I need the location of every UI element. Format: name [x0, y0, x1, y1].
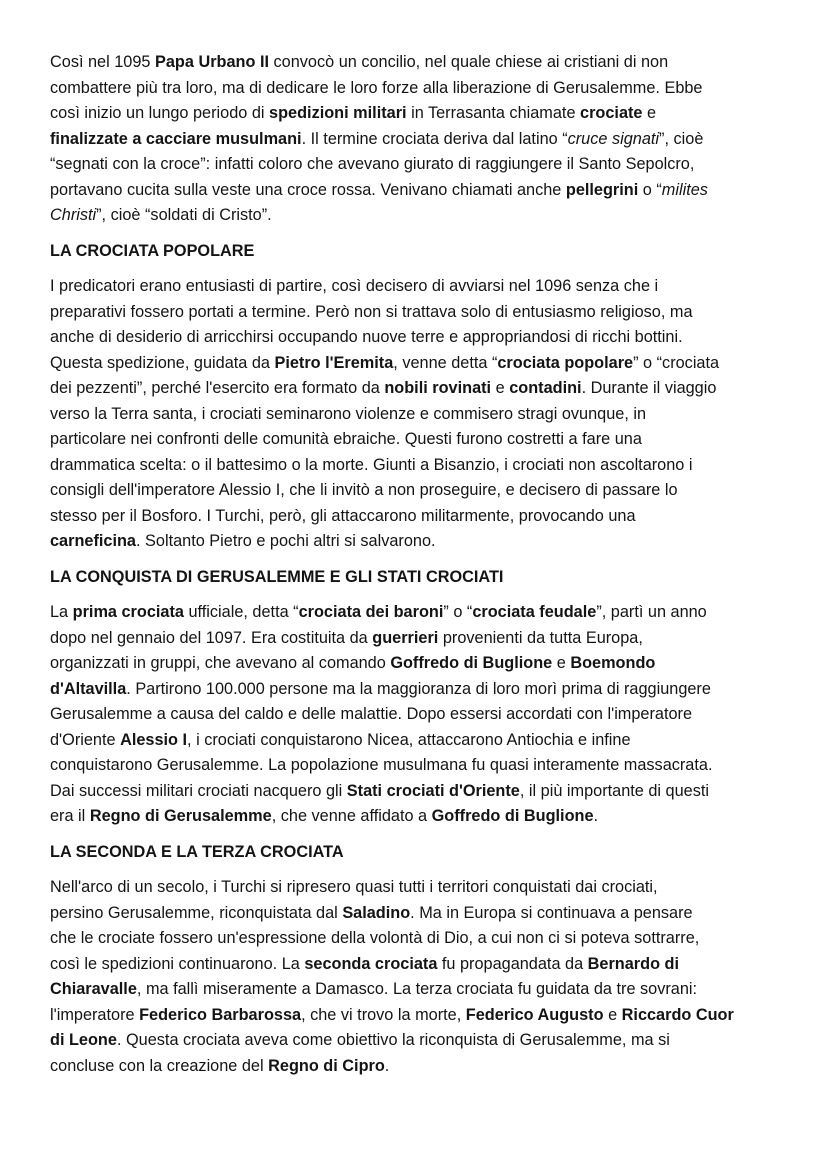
text-run: . Ma in Europa si continuava a pensare che le crociate fossero un'espressione della volontà di Dio, a cui non ci si poteva sottrarre, così le spedizioni continuarono. La	[50, 903, 700, 973]
text-run: ”, cioè “soldati di Cristo”.	[96, 206, 272, 224]
bold-text: nobili rovinati	[384, 379, 492, 397]
body-paragraph	[50, 875, 790, 1079]
text-run: ”, cioè “segnati con la croce”: infatti coloro che avevano giurato di raggiungere il Santo Sepolcro, portavano cucita sulla veste una croce rossa. Venivano chiamati anche	[50, 129, 704, 199]
text-run: o “	[638, 180, 662, 199]
text-run: Nell'arco di un secolo, i Turchi si ripresero quasi tutti i territori conquistati dai crociati, persino Gerusalemme, riconquistata dal	[50, 878, 658, 922]
bold-text: seconda crociata	[304, 954, 438, 973]
text-run: .	[593, 807, 599, 825]
text-run: . Il termine crociata deriva dal latino “	[301, 129, 568, 148]
bold-text: Papa Urbano II	[155, 53, 269, 71]
bold-text: prima crociata	[72, 603, 184, 621]
section-heading: LA CONQUISTA DI GERUSALEMME E GLI STATI CROCIATI	[50, 567, 504, 586]
bold-text: Saladino	[342, 903, 411, 922]
bold-text: pellegrini	[565, 180, 639, 199]
text-run: ”, partì un anno dopo nel gennaio del 1097. Era costituita da	[50, 603, 707, 647]
body-paragraph	[50, 600, 790, 830]
text-run: ufficiale, detta “	[183, 603, 299, 621]
bold-text: Federico Augusto	[465, 1005, 604, 1024]
text-run: , che vi trovo la morte,	[301, 1005, 466, 1024]
bold-text: crociate	[580, 104, 643, 122]
body-paragraph	[50, 50, 790, 229]
text-run: , che venne affidato a	[271, 807, 432, 825]
bold-text: spedizioni militari	[269, 104, 407, 122]
bold-text: Bernardo di Chiaravalle	[50, 954, 680, 998]
text-run: e	[552, 654, 571, 672]
section-heading: LA CROCIATA POPOLARE	[50, 241, 255, 260]
text-run: . Durante il viaggio verso la Terra santa, i crociati seminarono violenze e commisero stragi ovunque, in particolare nei confronti delle comunità ebraiche. Questi furono costretti a fare una drammatica scelta: o il battesimo o la morte. Giunti a Bisanzio, i crociati non ascoltarono i consigli dell'imperatore Alessio I, che li invitò a non proseguire, e decisero di passare lo stesso per il Bosforo. I Turchi, però, gli attaccarono militarmente, provocando una	[50, 379, 717, 525]
bold-text: Regno di Gerusalemme	[89, 807, 272, 825]
bold-text: finalizzate a cacciare musulmani	[50, 129, 302, 148]
bold-text: contadini	[509, 379, 582, 397]
bold-text: Federico Barbarossa	[139, 1005, 302, 1024]
section-heading: LA SECONDA E LA TERZA CROCIATA	[50, 842, 344, 861]
text-run: e	[603, 1005, 622, 1024]
text-run: convocò un concilio, nel quale chiese ai cristiani di non combattere più tra loro, ma di dedicare le loro forze alla liberazione di Gerusalemme. Ebbe così inizio un lungo periodo di	[50, 53, 703, 122]
document-page	[50, 50, 790, 1089]
text-run: I predicatori erano entusiasti di partire, così decisero di avviarsi nel 1096 senza che i preparativi fossero portati a termine. Però non si trattava solo di entusiasmo religioso, ma anche di desiderio di arricchirsi occupando nuove terre e appropriandosi di ricchi bottini. Questa spedizione, guidata da	[50, 277, 693, 372]
text-run: , venne detta “	[393, 353, 498, 372]
text-run: , il più importante di questi era il	[50, 781, 710, 825]
text-run: ” o “	[443, 603, 473, 621]
text-run: , i crociati conquistarono Nicea, attaccarono Antiochia e infine conquistarono Gerusalemme. La popolazione musulmana fu quasi interamente massacrata. Dai successi militari crociati nacquero gli	[50, 730, 713, 800]
bold-text: Alessio I	[120, 730, 188, 749]
text-run: in Terrasanta chiamate	[406, 104, 581, 122]
bold-text: Stati crociati d'Oriente	[346, 781, 520, 800]
text-run: e	[647, 104, 657, 122]
bold-text: Pietro l'Eremita	[274, 353, 394, 372]
text-run: . Soltanto Pietro e pochi altri si salvarono.	[135, 532, 436, 550]
bold-text: guerrieri	[372, 628, 439, 647]
bold-text: crociata popolare	[497, 353, 634, 372]
text-run: ” o “crociata dei pezzenti”, perché l'esercito era formato da	[50, 353, 720, 397]
text-run: Così nel 1095	[50, 53, 155, 71]
text-run: fu propagandata da	[437, 954, 588, 973]
text-run: . Partirono 100.000 persone ma la maggioranza di loro morì prima di raggiungere Gerusalemme a causa del caldo e delle malattie. Dopo essersi accordati con l'imperatore d'Oriente	[50, 679, 711, 749]
bold-text: Goffredo di Buglione	[431, 807, 594, 825]
text-run: .	[384, 1056, 390, 1075]
text-run: . Questa crociata aveva come obiettivo la riconquista di Gerusalemme, ma si concluse con la creazione del	[50, 1031, 670, 1075]
italic-text: cruce signati	[567, 129, 660, 148]
text-run: La	[50, 603, 73, 621]
italic-text: milites Christi	[50, 180, 708, 224]
bold-text: Regno di Cipro	[268, 1056, 385, 1075]
body-paragraph	[50, 274, 790, 555]
bold-text: Riccardo Cuor di Leone	[50, 1005, 734, 1049]
text-run: , ma fallì miseramente a Damasco. La terza crociata fu guidata da tre sovrani: l'imperatore	[50, 980, 698, 1024]
bold-text: carneficina	[50, 532, 136, 550]
bold-text: Boemondo d'Altavilla	[50, 654, 656, 698]
text-run: e	[491, 379, 510, 397]
bold-text: crociata feudale	[472, 603, 597, 621]
text-run: provenienti da tutta Europa, organizzati in gruppi, che avevano al comando	[50, 628, 643, 672]
bold-text: crociata dei baroni	[298, 603, 444, 621]
bold-text: Goffredo di Buglione	[390, 654, 553, 672]
